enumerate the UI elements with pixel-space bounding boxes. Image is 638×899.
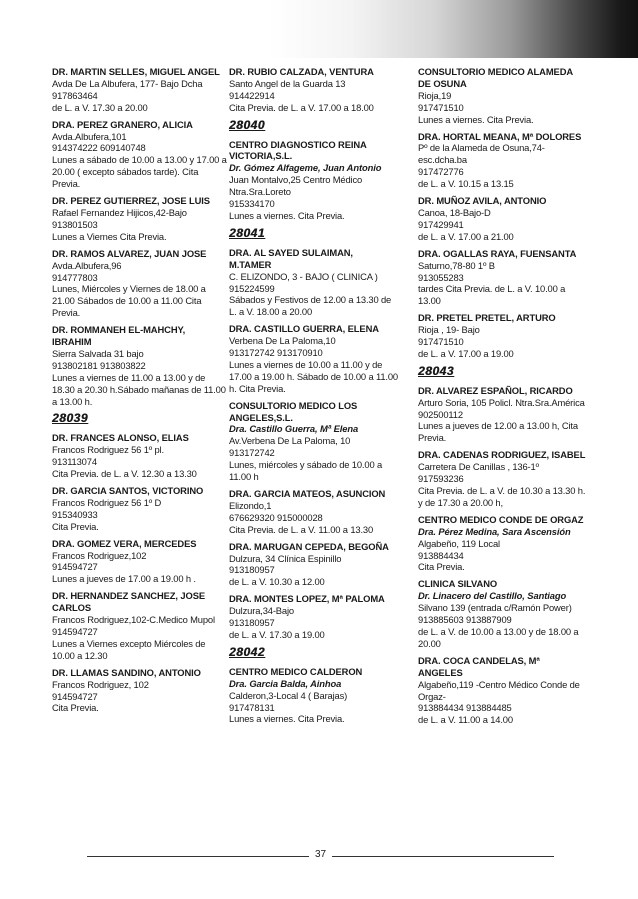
entry-detail-line: 914594727 <box>52 625 98 637</box>
entry-detail-line: Rioja , 19- Bajo <box>418 324 480 336</box>
entry-detail-line: Ntra.Sra.Loreto <box>229 186 291 198</box>
entry-detail-line: 914594727 <box>52 690 98 702</box>
entry-name: DRA. GOMEZ VERA, MERCEDES <box>52 537 197 549</box>
entry-detail-line: Algabeño, 119 Local <box>418 537 500 549</box>
entry-detail-line: Verbena De La Paloma,10 <box>229 335 336 347</box>
entry-detail-line: 915334170 <box>229 198 275 210</box>
entry-name: DR. PEREZ GUTIERREZ, JOSE LUIS <box>52 195 210 207</box>
entry-detail-line: de L. a V. 17.00 a 19.00 <box>418 347 514 359</box>
directory-entry <box>52 432 232 480</box>
entry-doctor: Dra. Castillo Guerra, Mª Elena <box>229 423 359 435</box>
entry-detail-line: Dulzura,34-Bajo <box>229 605 294 617</box>
entry-detail-line: Canoa, 18-Bajo-D <box>418 206 491 218</box>
directory-entry <box>52 485 232 533</box>
entry-detail-line: Calderon,3-Local 4 ( Barajas) <box>229 689 348 701</box>
entry-detail-line: Lunes a viernes. Cita Previa. <box>229 713 345 725</box>
directory-entry <box>418 131 600 191</box>
entry-detail-line: Cita Previa. de L. a V. 11.00 a 13.30 <box>229 523 374 535</box>
entry-detail-line: de L. a V. de 10.00 a 13.00 y de 18.00 a <box>418 625 579 637</box>
entry-detail-line: Francos Rodriguez 56 1º pl. <box>52 444 164 456</box>
entry-detail-line: Francos Rodriguez,102 <box>52 549 147 561</box>
entry-detail-line: de L. a V. 17.00 a 21.00 <box>418 230 514 242</box>
entry-detail-line: Lunes, miércoles y sábado de 10.00 a <box>229 459 383 471</box>
postal-code-heading: 28040 <box>229 117 265 132</box>
entry-detail-line: Dulzura, 34 Clínica Espinillo <box>229 552 342 564</box>
entry-doctor: Dra. Pérez Medina, Sara Ascensión <box>418 525 571 537</box>
entry-detail-line: Cita Previa. de L. a V. de 10.30 a 13.30 h. <box>418 485 586 496</box>
directory-entry <box>229 488 409 536</box>
entry-detail-line: Cita Previa. de L. a V. 12.30 a 13.30 <box>52 468 197 480</box>
entry-name: DR. MUÑOZ AVILA, ANTONIO <box>418 195 547 207</box>
entry-detail-line: Rioja,19 <box>418 89 452 101</box>
entry-detail-line: 914374222 609140748 <box>52 142 146 154</box>
entry-detail-line: Lunes a viernes. Cita Previa. <box>418 113 534 125</box>
postal-code-heading: 28043 <box>418 363 454 378</box>
entry-name: CLINICA SILVANO <box>418 578 498 590</box>
entry-detail-line: Cita Previa. <box>52 702 99 714</box>
entry-detail-line: Lunes a Viernes excepto Miércoles de <box>52 637 206 649</box>
entry-doctor: Dra. Garcia Balda, Ainhoa <box>229 677 342 689</box>
entry-detail-line: 913801503 <box>52 218 98 230</box>
entry-detail-line: Algabeño,119 -Centro Médico Conde de <box>418 678 580 690</box>
entry-detail-line: 917478131 <box>229 701 275 713</box>
entry-name: DRA. HORTAL MEANA, Mª DOLORES <box>418 130 582 142</box>
entry-detail-line: de L. a V. 10.30 a 12.00 <box>229 576 325 588</box>
entry-detail-line: Rafael Fernandez Hijicos,42-Bajo <box>52 206 187 218</box>
entry-name: DR. RAMOS ALVAREZ, JUAN JOSE <box>52 247 207 259</box>
entry-detail-line: 915340933 <box>52 508 98 520</box>
directory-entry <box>229 666 409 726</box>
column-right <box>418 66 600 731</box>
entry-detail-line: 913172742 <box>229 447 275 459</box>
entry-detail-line: 17.00 a 19.00 h. Sábado de 10.00 a 11.00 <box>229 370 398 382</box>
entry-detail-line: Lunes a sábado de 10.00 a 13.00 y 17.00 a <box>52 154 227 166</box>
entry-detail-line: 676629320 915000028 <box>229 511 323 523</box>
directory-entry <box>52 667 232 715</box>
entry-name: ANGELES,S.L. <box>229 411 293 423</box>
entry-detail-line: 913884434 <box>418 549 464 561</box>
entry-detail-line: 13.00 <box>418 295 441 307</box>
entry-detail-line: Av.Verbena De La Paloma, 10 <box>229 435 351 447</box>
entry-detail-line: 913802181 913803822 <box>52 359 146 371</box>
entry-detail-line: 915224599 <box>229 282 275 294</box>
directory-entry <box>52 66 232 114</box>
entry-name: IBRAHIM <box>52 336 92 348</box>
entry-detail-line: 20.00 <box>418 637 441 649</box>
entry-detail-line: Francos Rodriguez, 102 <box>52 678 149 690</box>
entry-name: DRA. AL SAYED SULAIMAN, <box>229 246 353 258</box>
directory-entry <box>229 593 409 641</box>
directory-entry <box>418 66 600 126</box>
entry-detail-line: 917471510 <box>418 101 464 113</box>
directory-entry <box>229 139 409 222</box>
entry-detail-line: 10.00 a 12.30 <box>52 649 108 661</box>
entry-detail-line: h. Cita Previa. <box>229 382 286 394</box>
column-left <box>52 66 232 719</box>
directory-entry <box>418 514 600 574</box>
entry-name: CENTRO DIAGNOSTICO REINA <box>229 138 367 150</box>
entry-name: DR. LLAMAS SANDINO, ANTONIO <box>52 666 201 678</box>
entry-detail-line: Lunes a jueves de 17.00 a 19.00 h . <box>52 573 196 585</box>
entry-detail-line: Lunes a viernes de 11.00 a 13.00 y de <box>52 371 206 383</box>
entry-detail-line: Sábados y Festivos de 12.00 a 13.30 de <box>229 294 392 306</box>
entry-name: ANGELES <box>418 666 463 678</box>
entry-detail-line: 20.00 ( excepto sábados tarde). Cita <box>52 166 199 178</box>
entry-name: DR. GARCIA SANTOS, VICTORINO <box>52 485 204 496</box>
entry-detail-line: y de 17.30 a 20.00 h, <box>418 496 503 508</box>
entry-detail-line: 913884434 913884485 <box>418 702 512 714</box>
entry-detail-line: Previa. <box>418 432 447 444</box>
entry-detail-line: 917472776 <box>418 166 464 178</box>
entry-detail-line: 914594727 <box>52 561 98 573</box>
entry-detail-line: 914777803 <box>52 271 98 283</box>
entry-detail-line: Orgaz- <box>418 690 446 702</box>
entry-detail-line: Lunes a Viernes Cita Previa. <box>52 230 167 242</box>
directory-entry <box>418 248 600 308</box>
entry-name: DRA. OGALLAS RAYA, FUENSANTA <box>418 247 577 259</box>
entry-detail-line: Lunes a viernes de 10.00 a 11.00 y de <box>229 358 383 370</box>
directory-entry <box>229 323 409 394</box>
directory-entry <box>418 578 600 649</box>
entry-name: DR. FRANCES ALONSO, ELIAS <box>52 432 189 444</box>
entry-detail-line: Francos Rodriguez 56 1º D <box>52 496 162 508</box>
entry-name: CARLOS <box>52 602 91 614</box>
entry-detail-line: 914422914 <box>229 89 275 101</box>
entry-detail-line: 11.00 h <box>229 471 259 483</box>
entry-detail-line: 913885603 913887909 <box>418 614 512 626</box>
entry-name: DRA. MONTES LOPEZ, Mª PALOMA <box>229 593 385 605</box>
header-gradient-bar <box>0 0 638 58</box>
entry-detail-line: a 13.00 h. <box>52 395 93 407</box>
entry-detail-line: Previa. <box>52 307 81 319</box>
directory-entry <box>418 312 600 360</box>
entry-detail-line: Sierra Salvada 31 bajo <box>52 347 144 359</box>
directory-entry <box>229 247 409 318</box>
directory-entry <box>52 195 232 243</box>
entry-detail-line: Lunes, Miércoles y Viernes de 18.00 a <box>52 283 206 295</box>
entry-detail-line: Pº de la Alameda de Osuna,74- <box>418 142 545 154</box>
entry-name: CENTRO MEDICO CONDE DE ORGAZ <box>418 513 584 525</box>
entry-name: M.TAMER <box>229 258 272 270</box>
entry-detail-line: Francos Rodriguez,102-C.Medico Mupol <box>52 614 215 626</box>
entry-detail-line: Avda.Albufera,96 <box>52 259 122 271</box>
directory-entry <box>52 590 232 661</box>
entry-detail-line: tardes Cita Previa. de L. a V. 10.00 a <box>418 283 566 295</box>
entry-name: DR. HERNANDEZ SANCHEZ, JOSE <box>52 590 206 602</box>
directory-entry <box>418 385 600 445</box>
entry-detail-line: 913055283 <box>418 271 464 283</box>
postal-code-heading: 28041 <box>229 225 265 240</box>
entry-detail-line: 917471510 <box>418 336 464 348</box>
entry-detail-line: Carretera De Canillas , 136-1º <box>418 461 539 473</box>
entry-detail-line: 913172742 913170910 <box>229 347 323 359</box>
postal-code-heading: 28042 <box>229 644 265 659</box>
entry-name: DR. ALVAREZ ESPAÑOL, RICARDO <box>418 384 573 396</box>
entry-name: DRA. CADENAS RODRIGUEZ, ISABEL <box>418 449 586 461</box>
entry-name: VICTORIA,S.L. <box>229 150 293 162</box>
entry-detail-line: de L. a V. 17.30 a 19.00 <box>229 628 325 640</box>
entry-name: DRA. MARUGAN CEPEDA, BEGOÑA <box>229 540 389 552</box>
column-middle <box>229 66 409 730</box>
entry-detail-line: 902500112 <box>418 408 463 420</box>
entry-detail-line: Lunes a jueves de 12.00 a 13.00 h, Cita <box>418 420 578 432</box>
entry-detail-line: C. ELIZONDO, 3 - BAJO ( CLINICA ) <box>229 270 378 282</box>
entry-detail-line: 913180957 <box>229 564 275 576</box>
entry-name: DR. ROMMANEH EL-MAHCHY, <box>52 324 186 336</box>
entry-detail-line: Cita Previa. <box>418 561 465 573</box>
entry-name: CONSULTORIO MEDICO ALAMEDA <box>418 66 574 77</box>
directory-entry <box>418 449 600 509</box>
entry-detail-line: 18.30 a 20.30 h.Sábado mañanas de 11.00 <box>52 383 226 395</box>
entry-name: DR. PRETEL PRETEL, ARTURO <box>418 312 556 324</box>
directory-entry <box>52 248 232 319</box>
entry-detail-line: Silvano 139 (entrada c/Ramón Power) <box>418 602 572 614</box>
directory-entry <box>418 195 600 243</box>
footer-rule-left <box>87 856 309 857</box>
entry-name: DR. RUBIO CALZADA, VENTURA <box>229 66 374 77</box>
entry-detail-line: L. a V. 18.00 a 20.00 <box>229 306 313 318</box>
entry-detail-line: de L. a V. 11.00 a 14.00 <box>418 714 513 726</box>
directory-entry <box>52 324 232 407</box>
directory-entry <box>229 66 409 114</box>
entry-detail-line: 913113074 <box>52 456 97 468</box>
directory-entry <box>229 541 409 589</box>
directory-entry <box>52 538 232 586</box>
entry-detail-line: 913180957 <box>229 617 275 629</box>
entry-doctor: Dr. Gómez Alfageme, Juan Antonio <box>229 162 382 174</box>
entry-detail-line: Juan Montalvo,25 Centro Médico <box>229 174 363 186</box>
entry-detail-line: Cita Previa. <box>52 520 99 532</box>
entry-detail-line: 21.00 Sábados de 10.00 a 11.00 Cita <box>52 295 202 307</box>
entry-detail-line: 917593236 <box>418 473 464 485</box>
entry-detail-line: Lunes a viernes. Cita Previa. <box>229 209 345 221</box>
entry-detail-line: de L. a V. 17.30 a 20.00 <box>52 101 148 113</box>
footer-rule-right <box>332 856 554 857</box>
entry-name: DE OSUNA <box>418 77 467 89</box>
entry-detail-line: Elizondo,1 <box>229 499 272 511</box>
postal-code-heading: 28039 <box>52 411 88 426</box>
entry-name: CENTRO MEDICO CALDERON <box>229 665 363 677</box>
entry-name: DRA. GARCIA MATEOS, ASUNCION <box>229 488 386 499</box>
page-number: 37 <box>314 849 327 860</box>
directory-entry <box>418 655 600 726</box>
entry-detail-line: 917863464 <box>52 89 98 101</box>
entry-name: DRA. PEREZ GRANERO, ALICIA <box>52 118 193 130</box>
entry-detail-line: de L. a V. 10.15 a 13.15 <box>418 178 514 190</box>
entry-detail-line: Saturno,78-80 1º B <box>418 259 495 271</box>
entry-name: DRA. COCA CANDELAS, Mª <box>418 654 540 666</box>
entry-doctor: Dr. Linacero del Castillo, Santiago <box>418 590 567 602</box>
entry-detail-line: Cita Previa. de L. a V. 17.00 a 18.00 <box>229 101 374 113</box>
entry-detail-line: Arturo Soria, 105 Policl. Ntra.Sra.América <box>418 396 585 408</box>
entry-detail-line: Avda.Albufera,101 <box>52 130 127 142</box>
entry-detail-line: 917429941 <box>418 218 464 230</box>
directory-entry <box>52 119 232 190</box>
entry-detail-line: Avda De La Albufera, 177- Bajo Dcha <box>52 77 203 89</box>
entry-name: DRA. CASTILLO GUERRA, ELENA <box>229 323 379 335</box>
entry-detail-line: Previa. <box>52 178 81 190</box>
directory-entry <box>229 400 409 483</box>
entry-detail-line: esc.dcha.ba <box>418 154 467 166</box>
entry-name: CONSULTORIO MEDICO LOS <box>229 399 358 411</box>
entry-detail-line: Santo Angel de la Guarda 13 <box>229 77 346 89</box>
entry-name: DR. MARTIN SELLES, MIGUEL ANGEL <box>52 66 220 77</box>
